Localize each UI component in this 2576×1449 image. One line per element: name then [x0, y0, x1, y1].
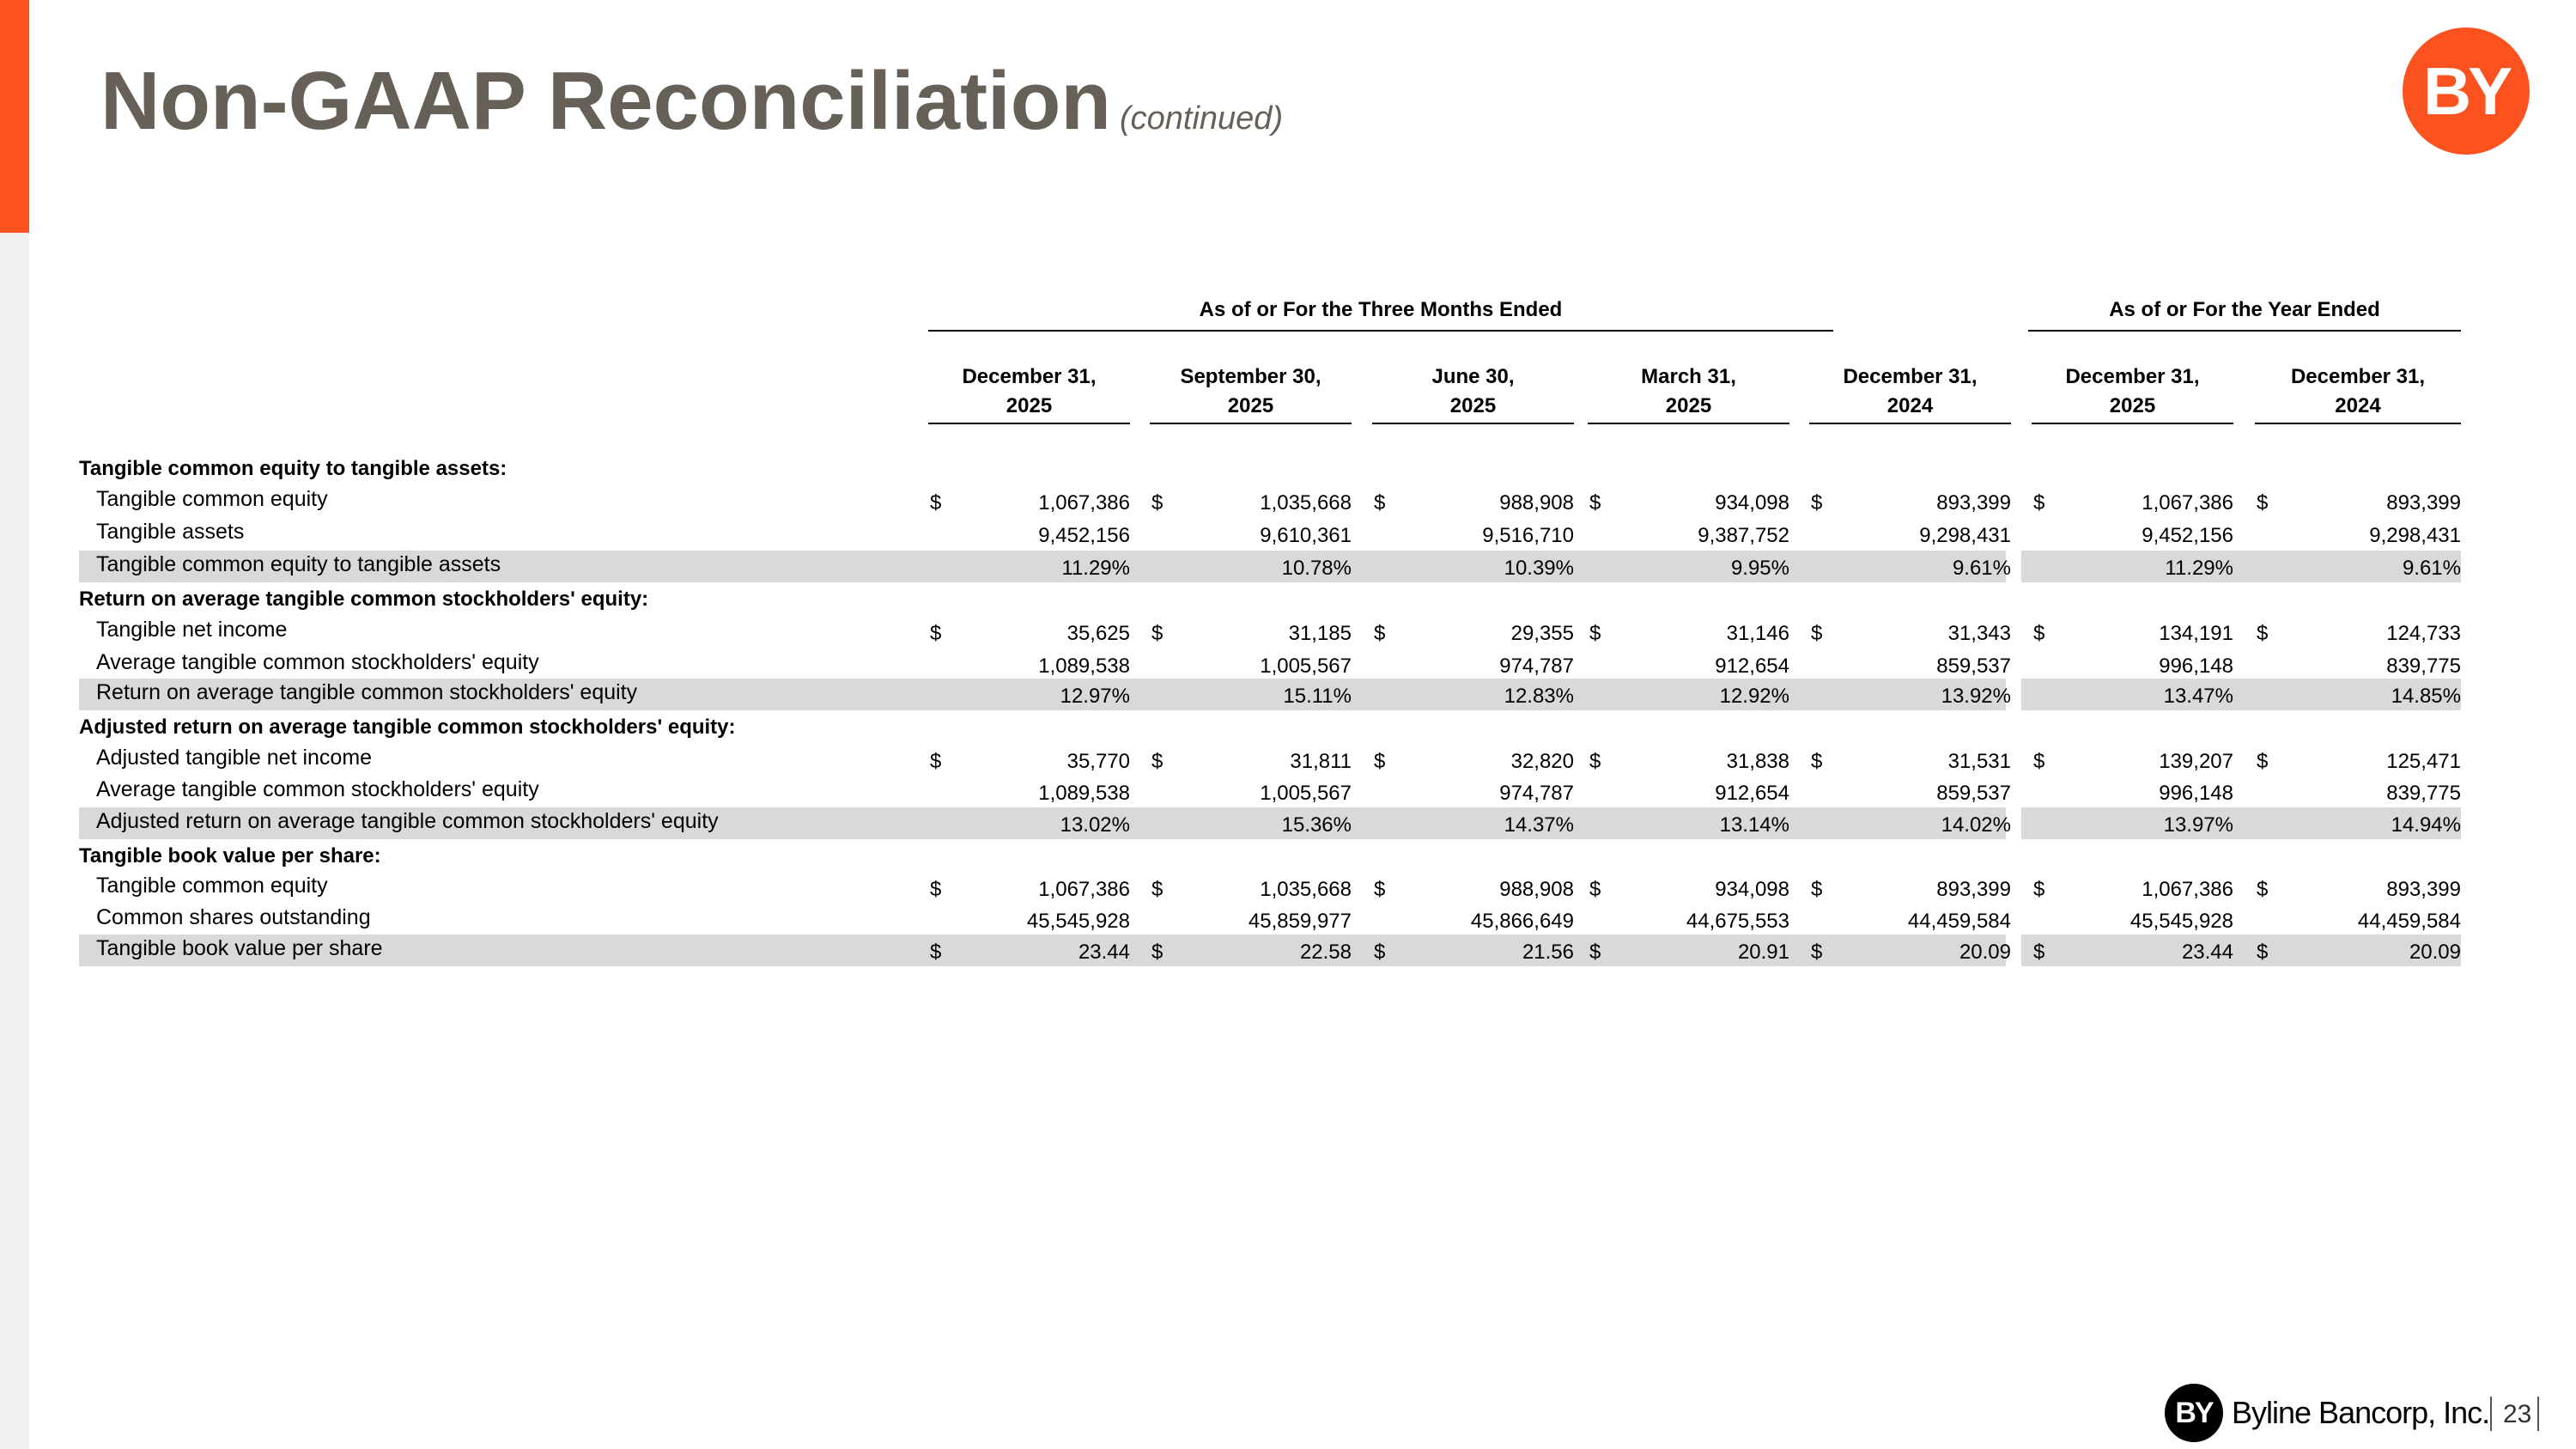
currency-symbol: $	[1589, 491, 1601, 514]
currency-symbol: $	[2033, 622, 2045, 645]
cell-value: 22.58	[1299, 941, 1352, 964]
table-cell	[930, 744, 1130, 776]
cell-value: 13.92%	[1941, 685, 2011, 708]
table-cell	[930, 935, 1130, 966]
table-cell	[2033, 807, 2233, 839]
cell-value: 35,625	[1066, 622, 1130, 645]
cell-value: 20.91	[1737, 941, 1789, 964]
table-row	[79, 485, 2461, 517]
table-cell	[2257, 872, 2461, 904]
column-header-year: 2025	[1227, 394, 1274, 417]
cell-value: 996,148	[2159, 654, 2233, 678]
group-header-three-months: As of or For the Three Months Ended	[928, 297, 1833, 332]
cell-value: 12.92%	[1719, 685, 1789, 708]
table-cell	[1811, 776, 2011, 807]
column-header-year: 2024	[2335, 394, 2381, 417]
table-cell	[2033, 679, 2233, 710]
table-cell	[1151, 807, 1352, 839]
currency-symbol: $	[1374, 941, 1386, 964]
currency-symbol: $	[2257, 941, 2269, 964]
footer-divider	[2490, 1397, 2492, 1431]
cell-value: 1,067,386	[2142, 491, 2233, 514]
column-header-year: 2025	[1449, 394, 1497, 417]
table-cell	[1811, 616, 2011, 648]
table-cell	[930, 485, 1130, 517]
column-header-period: December 31,	[2065, 365, 2200, 388]
cell-value: 839,775	[2386, 654, 2461, 678]
cell-value: 9.95%	[1730, 557, 1789, 580]
column-header-year: 2025	[1665, 394, 1712, 417]
cell-value: 1,035,668	[1260, 878, 1352, 901]
cell-value: 31,146	[1726, 622, 1789, 645]
cell-value: 12.83%	[1504, 685, 1574, 708]
table-cell	[1151, 485, 1352, 517]
cell-value: 934,098	[1715, 878, 1789, 901]
table-cell	[1589, 648, 1789, 680]
section-header-row	[79, 583, 2461, 615]
table-cell	[2033, 485, 2233, 517]
table-cell	[1589, 551, 1789, 582]
total-row	[79, 807, 2461, 839]
row-label: Adjusted tangible net income	[96, 746, 373, 770]
currency-symbol: $	[2257, 878, 2269, 901]
column-header	[2032, 362, 2233, 424]
cell-value: 893,399	[1936, 491, 2011, 514]
footer-logo	[2165, 1384, 2489, 1442]
table-cell	[1151, 518, 1352, 550]
table-cell	[1374, 648, 1574, 680]
table-cell	[1151, 872, 1352, 904]
table-cell	[1589, 518, 1789, 550]
cell-value: 9,452,156	[2142, 524, 2233, 547]
currency-symbol: $	[1151, 941, 1163, 964]
table-cell	[930, 616, 1130, 648]
section-title: Tangible book value per share:	[79, 844, 381, 868]
table-cell	[2033, 776, 2233, 807]
currency-symbol: $	[1811, 878, 1823, 901]
cell-value: 1,067,386	[2142, 878, 2233, 901]
column-header	[2255, 362, 2461, 424]
table-cell	[1811, 744, 2011, 776]
table-cell	[930, 904, 1130, 935]
table-cell	[1811, 518, 2011, 550]
section-header-row	[79, 453, 2461, 484]
cell-value: 11.29%	[1061, 557, 1130, 580]
table-row	[79, 648, 2461, 680]
page-subtitle: (continued)	[1119, 100, 1284, 137]
table-cell	[1811, 679, 2011, 710]
row-label: Adjusted return on average tangible common stockholders' equity	[96, 809, 719, 833]
cell-value: 23.44	[1078, 941, 1130, 964]
cell-value: 988,908	[1499, 878, 1574, 901]
table-cell	[2257, 648, 2461, 680]
table-cell	[930, 872, 1130, 904]
cell-value: 45,545,928	[1026, 910, 1130, 933]
currency-symbol: $	[1374, 491, 1386, 514]
table-cell	[1589, 807, 1789, 839]
table-row	[79, 776, 2461, 807]
cell-value: 9,387,752	[1698, 524, 1789, 547]
total-row	[79, 551, 2461, 582]
cell-value: 859,537	[1936, 654, 2011, 678]
cell-value: 45,859,977	[1248, 910, 1352, 933]
currency-symbol: $	[1374, 750, 1386, 773]
currency-symbol: $	[930, 622, 942, 645]
row-label: Tangible common equity	[96, 874, 328, 898]
table-cell	[1589, 485, 1789, 517]
currency-symbol: $	[2257, 491, 2269, 514]
table-cell	[930, 648, 1130, 680]
table-cell	[2257, 904, 2461, 935]
table-cell	[1374, 744, 1574, 776]
table-cell	[2257, 485, 2461, 517]
cell-value: 31,185	[1288, 622, 1352, 645]
cell-value: 20.09	[2409, 941, 2461, 964]
row-label: Tangible book value per share	[96, 936, 383, 960]
table-cell	[2033, 551, 2233, 582]
cell-value: 9,298,431	[1919, 524, 2011, 547]
table-cell	[2257, 744, 2461, 776]
cell-value: 1,005,567	[1260, 654, 1352, 678]
footer-divider	[2537, 1397, 2539, 1431]
table-cell	[1811, 485, 2011, 517]
table-cell	[1374, 518, 1574, 550]
table-cell	[2033, 872, 2233, 904]
cell-value: 974,787	[1499, 782, 1574, 805]
table-cell	[1151, 551, 1352, 582]
table-cell	[1374, 935, 1574, 966]
table-cell	[2257, 616, 2461, 648]
currency-symbol: $	[2257, 750, 2269, 773]
cell-value: 44,675,553	[1686, 910, 1789, 933]
cell-value: 14.02%	[1941, 813, 2011, 837]
table-row	[79, 872, 2461, 904]
cell-value: 15.11%	[1283, 685, 1352, 708]
currency-symbol: $	[930, 491, 942, 514]
currency-symbol: $	[2257, 622, 2269, 645]
column-header	[1809, 362, 2011, 424]
table-cell	[1589, 616, 1789, 648]
currency-symbol: $	[2033, 491, 2045, 514]
currency-symbol: $	[930, 878, 942, 901]
cell-value: 974,787	[1499, 654, 1574, 678]
table-row	[79, 904, 2461, 935]
cell-value: 1,067,386	[1038, 491, 1130, 514]
table-cell	[1589, 935, 1789, 966]
cell-value: 9.61%	[2402, 557, 2461, 580]
cell-value: 893,399	[1936, 878, 2011, 901]
column-header-year: 2024	[1886, 394, 1934, 417]
cell-value: 912,654	[1715, 782, 1789, 805]
cell-value: 29,355	[1510, 622, 1574, 645]
cell-value: 124,733	[2386, 622, 2461, 645]
table-cell	[2033, 904, 2233, 935]
column-header	[1150, 362, 1352, 424]
currency-symbol: $	[1811, 491, 1823, 514]
title-text: Non-GAAP Reconciliation	[100, 55, 1111, 147]
table-cell	[930, 518, 1130, 550]
cell-value: 35,770	[1066, 750, 1130, 773]
cell-value: 839,775	[2386, 782, 2461, 805]
table-cell	[1374, 872, 1574, 904]
cell-value: 44,459,584	[2357, 910, 2461, 933]
footer-company-name: Byline Bancorp, Inc.	[2232, 1395, 2490, 1430]
section-title: Tangible common equity to tangible assets:	[79, 457, 507, 480]
currency-symbol: $	[1151, 878, 1163, 901]
cell-value: 996,148	[2159, 782, 2233, 805]
group-header-year: As of or For the Year Ended	[2028, 297, 2461, 332]
table-cell	[930, 551, 1130, 582]
table-cell	[1811, 551, 2011, 582]
table-cell	[2257, 807, 2461, 839]
table-cell	[1589, 744, 1789, 776]
cell-value: 31,531	[1947, 750, 2011, 773]
cell-value: 23.44	[2181, 941, 2233, 964]
cell-value: 1,089,538	[1038, 782, 1130, 805]
table-cell	[2033, 616, 2233, 648]
table-row	[79, 616, 2461, 648]
currency-symbol: $	[1151, 491, 1163, 514]
table-cell	[1374, 807, 1574, 839]
table-cell	[1811, 904, 2011, 935]
table-cell	[930, 679, 1130, 710]
table-cell	[1374, 616, 1574, 648]
currency-symbol: $	[930, 750, 942, 773]
table-cell	[2257, 935, 2461, 966]
cell-value: 44,459,584	[1907, 910, 2011, 933]
currency-symbol: $	[1374, 878, 1386, 901]
row-label: Tangible assets	[96, 520, 245, 544]
column-header	[1372, 362, 1574, 424]
total-row	[79, 679, 2461, 710]
table-cell	[1151, 648, 1352, 680]
table-cell	[1151, 679, 1352, 710]
accent-bar	[0, 0, 29, 233]
currency-symbol: $	[1811, 750, 1823, 773]
table-cell	[1374, 551, 1574, 582]
cell-value: 9,610,361	[1260, 524, 1352, 547]
table-row	[79, 518, 2461, 550]
row-label: Tangible common equity	[96, 487, 328, 511]
cell-value: 13.14%	[1719, 813, 1789, 837]
cell-value: 9,516,710	[1482, 524, 1574, 547]
currency-symbol: $	[1589, 750, 1601, 773]
cell-value: 139,207	[2159, 750, 2233, 773]
table-cell	[1374, 904, 1574, 935]
page-number: 23	[2503, 1400, 2532, 1428]
currency-symbol: $	[1151, 622, 1163, 645]
cell-value: 893,399	[2386, 491, 2461, 514]
section-header-row	[79, 840, 2461, 872]
table-cell	[1374, 485, 1574, 517]
byline-logo-icon: BY	[2403, 27, 2530, 155]
table-cell	[1589, 776, 1789, 807]
cell-value: 1,035,668	[1260, 491, 1352, 514]
table-cell	[1589, 872, 1789, 904]
table-cell	[2033, 935, 2233, 966]
table-cell	[1151, 776, 1352, 807]
table-cell	[1811, 648, 2011, 680]
row-label: Average tangible common stockholders' equity	[96, 777, 539, 801]
column-header-year: 2025	[2109, 394, 2156, 417]
cell-value: 31,343	[1947, 622, 2011, 645]
table-cell	[1811, 872, 2011, 904]
cell-value: 12.97%	[1060, 685, 1130, 708]
cell-value: 13.47%	[2163, 685, 2233, 708]
cell-value: 1,005,567	[1260, 782, 1352, 805]
cell-value: 45,866,649	[1470, 910, 1574, 933]
section-header-row	[79, 711, 2461, 743]
cell-value: 13.97%	[2163, 813, 2233, 837]
column-header-period: December 31,	[2290, 365, 2426, 388]
total-row	[79, 935, 2461, 966]
table-cell	[2033, 518, 2233, 550]
cell-value: 45,545,928	[2129, 910, 2233, 933]
table-cell	[1589, 679, 1789, 710]
cell-value: 21.56	[1522, 941, 1574, 964]
currency-symbol: $	[1589, 622, 1601, 645]
row-label: Common shares outstanding	[96, 905, 371, 929]
table-cell	[1811, 935, 2011, 966]
currency-symbol: $	[1589, 878, 1601, 901]
row-label: Average tangible common stockholders' equity	[96, 650, 539, 674]
currency-symbol: $	[930, 941, 942, 964]
cell-value: 859,537	[1936, 782, 2011, 805]
column-header-year: 2025	[1005, 394, 1053, 417]
table-cell	[1374, 776, 1574, 807]
currency-symbol: $	[2033, 878, 2045, 901]
cell-value: 15.36%	[1281, 813, 1352, 837]
table-cell	[930, 807, 1130, 839]
table-cell	[930, 776, 1130, 807]
table-cell	[2257, 679, 2461, 710]
table-cell	[2257, 551, 2461, 582]
cell-value: 988,908	[1499, 491, 1574, 514]
table-cell	[1151, 904, 1352, 935]
table-cell	[2033, 648, 2233, 680]
cell-value: 9,298,431	[2369, 524, 2461, 547]
currency-symbol: $	[1811, 941, 1823, 964]
cell-value: 10.78%	[1281, 557, 1352, 580]
column-header-period: December 31,	[962, 365, 1097, 388]
currency-symbol: $	[2033, 750, 2045, 773]
column-header	[928, 362, 1130, 424]
column-header-period: March 31,	[1641, 365, 1736, 388]
cell-value: 1,067,386	[1038, 878, 1130, 901]
section-title: Adjusted return on average tangible common stockholders' equity:	[79, 715, 736, 739]
column-header-period: September 30,	[1180, 365, 1321, 388]
table-cell	[1151, 935, 1352, 966]
column-header-period: December 31,	[1843, 365, 1978, 388]
cell-value: 912,654	[1715, 654, 1789, 678]
cell-value: 13.02%	[1060, 813, 1130, 837]
currency-symbol: $	[1811, 622, 1823, 645]
cell-value: 20.09	[1959, 941, 2011, 964]
cell-value: 14.37%	[1504, 813, 1574, 837]
cell-value: 14.85%	[2391, 685, 2461, 708]
currency-symbol: $	[2033, 941, 2045, 964]
cell-value: 134,191	[2159, 622, 2233, 645]
cell-value: 11.29%	[2165, 557, 2233, 580]
table-row	[79, 744, 2461, 776]
cell-value: 31,838	[1726, 750, 1789, 773]
cell-value: 32,820	[1510, 750, 1574, 773]
cell-value: 1,089,538	[1038, 654, 1130, 678]
page-title	[100, 55, 1284, 147]
table-cell	[1151, 744, 1352, 776]
table-cell	[2257, 776, 2461, 807]
table-cell	[1374, 679, 1574, 710]
currency-symbol: $	[1151, 750, 1163, 773]
column-header	[1588, 362, 1789, 424]
cell-value: 10.39%	[1504, 557, 1574, 580]
cell-value: 9,452,156	[1038, 524, 1130, 547]
row-label: Return on average tangible common stockholders' equity	[96, 680, 638, 704]
row-label: Tangible common equity to tangible assets	[96, 552, 501, 576]
row-label: Tangible net income	[96, 618, 288, 642]
table-cell	[2257, 518, 2461, 550]
cell-value: 9.61%	[1952, 557, 2011, 580]
cell-value: 893,399	[2386, 878, 2461, 901]
cell-value: 125,471	[2386, 750, 2461, 773]
currency-symbol: $	[1589, 941, 1601, 964]
cell-value: 14.94%	[2391, 813, 2461, 837]
cell-value: 934,098	[1715, 491, 1789, 514]
section-title: Return on average tangible common stockholders' equity:	[79, 588, 649, 611]
column-header-period: June 30,	[1431, 365, 1515, 388]
table-cell	[1151, 616, 1352, 648]
cell-value: 31,811	[1290, 750, 1352, 773]
table-cell	[1811, 807, 2011, 839]
table-cell	[2033, 744, 2233, 776]
currency-symbol: $	[1374, 622, 1386, 645]
footer-logo-icon: BY	[2165, 1384, 2223, 1442]
table-cell	[1589, 904, 1789, 935]
